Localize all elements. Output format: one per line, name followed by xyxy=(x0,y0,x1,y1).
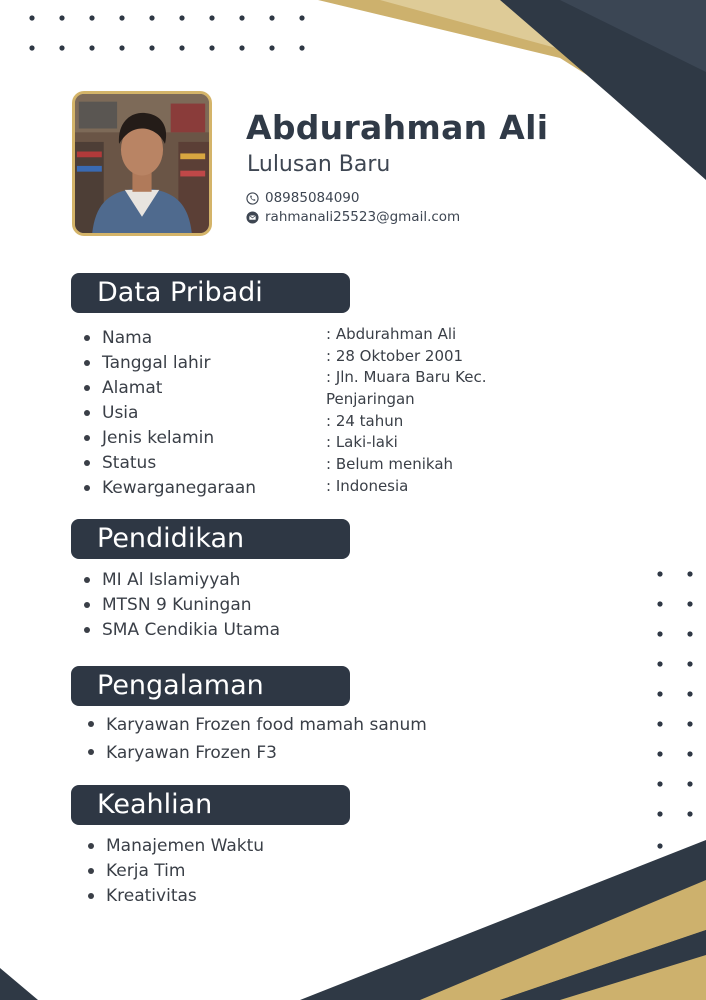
education-item: MTSN 9 Kuningan xyxy=(82,593,280,618)
candidate-name: Abdurahman Ali xyxy=(246,108,549,147)
personal-label: Alamat xyxy=(82,376,256,401)
skill-item: Kerja Tim xyxy=(86,859,264,884)
section-title-personal: Data Pribadi xyxy=(71,273,350,313)
dot-pattern-right xyxy=(650,566,700,856)
personal-value: : Jln. Muara Baru Kec. xyxy=(326,368,487,387)
skills-list xyxy=(86,834,264,909)
contact-phone[interactable] xyxy=(246,190,359,206)
personal-value: : 24 tahun xyxy=(326,411,404,430)
phone-number: 08985084090 xyxy=(265,190,360,206)
personal-labels xyxy=(82,326,256,501)
candidate-role: Lulusan Baru xyxy=(247,152,391,177)
profile-photo xyxy=(72,91,212,236)
experience-item: Karyawan Frozen F3 xyxy=(86,740,406,766)
section-title-skills: Keahlian xyxy=(71,785,350,825)
phone-icon xyxy=(246,192,259,205)
personal-value: : Abdurahman Ali xyxy=(326,325,457,343)
skill-item: Kreativitas xyxy=(86,884,264,909)
section-title-experience: Pengalaman xyxy=(71,666,350,706)
section-title-education: Pendidikan xyxy=(71,519,350,559)
personal-value: Penjaringan xyxy=(326,390,415,409)
education-item: SMA Cendikia Utama xyxy=(82,618,280,643)
personal-label: Status xyxy=(82,451,256,476)
personal-value: : Laki-laki xyxy=(326,433,398,452)
personal-label: Tanggal lahir xyxy=(82,351,256,376)
dot-pattern-top xyxy=(24,10,324,56)
personal-label: Jenis kelamin xyxy=(82,426,256,451)
personal-value: : 28 Oktober 2001 xyxy=(326,346,464,365)
personal-label: Usia xyxy=(82,401,256,426)
email-icon xyxy=(246,211,259,224)
education-item: MI Al Islamiyyah xyxy=(82,568,280,593)
personal-value: : Belum menikah xyxy=(326,455,454,474)
personal-label: Kewarganegaraan xyxy=(82,476,256,501)
email-address: rahmanali25523@gmail.com xyxy=(265,209,461,225)
skill-item: Manajemen Waktu xyxy=(86,834,264,859)
contact-email[interactable] xyxy=(246,209,460,225)
experience-item: Karyawan Frozen food mamah sanum xyxy=(86,712,406,738)
experience-list xyxy=(86,712,427,766)
personal-value: : Indonesia xyxy=(326,476,409,495)
personal-label: Nama xyxy=(82,326,256,351)
personal-values xyxy=(326,324,526,498)
education-list xyxy=(82,568,280,643)
